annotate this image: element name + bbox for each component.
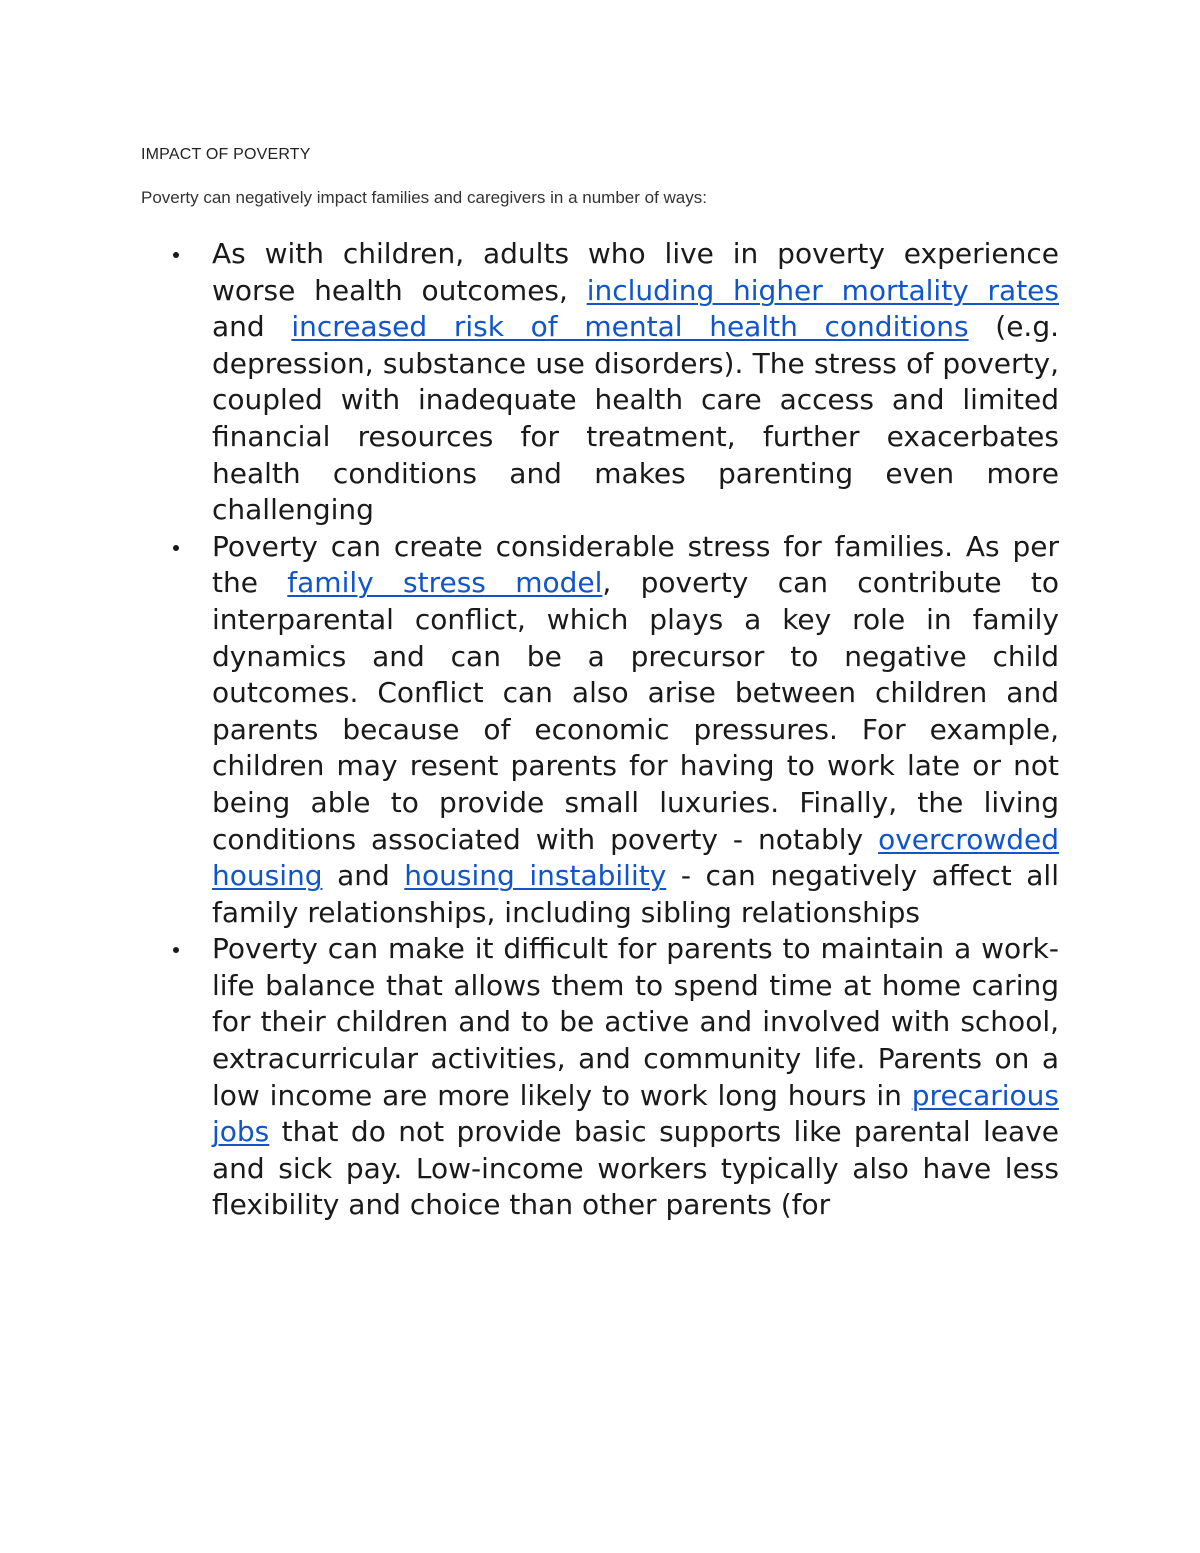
link-higher-mortality-rates[interactable]: including higher mortality rates <box>586 273 1059 307</box>
link-precarious-jobs[interactable]: precarious jobs <box>212 1078 1059 1149</box>
link-overcrowded-housing[interactable]: overcrowded housing <box>212 822 1059 893</box>
list-item <box>212 236 1059 529</box>
document-title: IMPACT OF POVERTY <box>141 146 311 163</box>
bullet-text: - can negatively affect all family relationships, including sibling relationships <box>212 859 1059 929</box>
bullet-icon <box>173 545 179 551</box>
bullet-text: , poverty can contribute to interparental conflict, which plays a key role in family dynamics and can be a precursor to negative child outcomes. Conflict can also arise between children and parents because of economic pressures. For example, children may resent parents for having to work late or not being able to provide small luxuries. Finally, the living conditions associated with poverty - notably <box>212 566 1059 856</box>
bullet-icon <box>173 252 179 258</box>
bullet-text: Poverty can make it difficult for parents to maintain a work-life balance that allows them to spend time at home caring for their children and to be active and involved with school, extracurricular activities, and community life. Parents on a low income are more likely to work long hours in <box>212 932 1059 1112</box>
link-housing-instability[interactable]: housing instability <box>404 859 667 893</box>
bullet-text: As with children, adults who live in poverty experience worse health outcomes, <box>212 237 1059 307</box>
bullet-icon <box>173 947 179 953</box>
bullet-text: (e.g. depression, substance use disorders). The stress of poverty, coupled with inadequate health care access and limited financial resources for treatment, further exacerbates health conditions and makes parenting even more challenging <box>212 310 1059 527</box>
list-item <box>212 931 1059 1224</box>
bullet-text: and <box>322 859 405 893</box>
bullet-text: that do not provide basic supports like parental leave and sick pay. Low-income workers typically also have less flexibility and choice than other parents (for <box>212 1115 1059 1222</box>
bullet-text: and <box>212 310 292 344</box>
bullet-text: Poverty can create considerable stress for families. As per the <box>212 529 1059 600</box>
link-mental-health-conditions[interactable]: increased risk of mental health conditions <box>291 310 969 344</box>
intro-paragraph: Poverty can negatively impact families and caregivers in a number of ways: <box>141 188 707 207</box>
list-item <box>212 529 1059 932</box>
bullet-list <box>212 236 1059 1224</box>
link-family-stress-model[interactable]: family stress model <box>287 566 603 600</box>
